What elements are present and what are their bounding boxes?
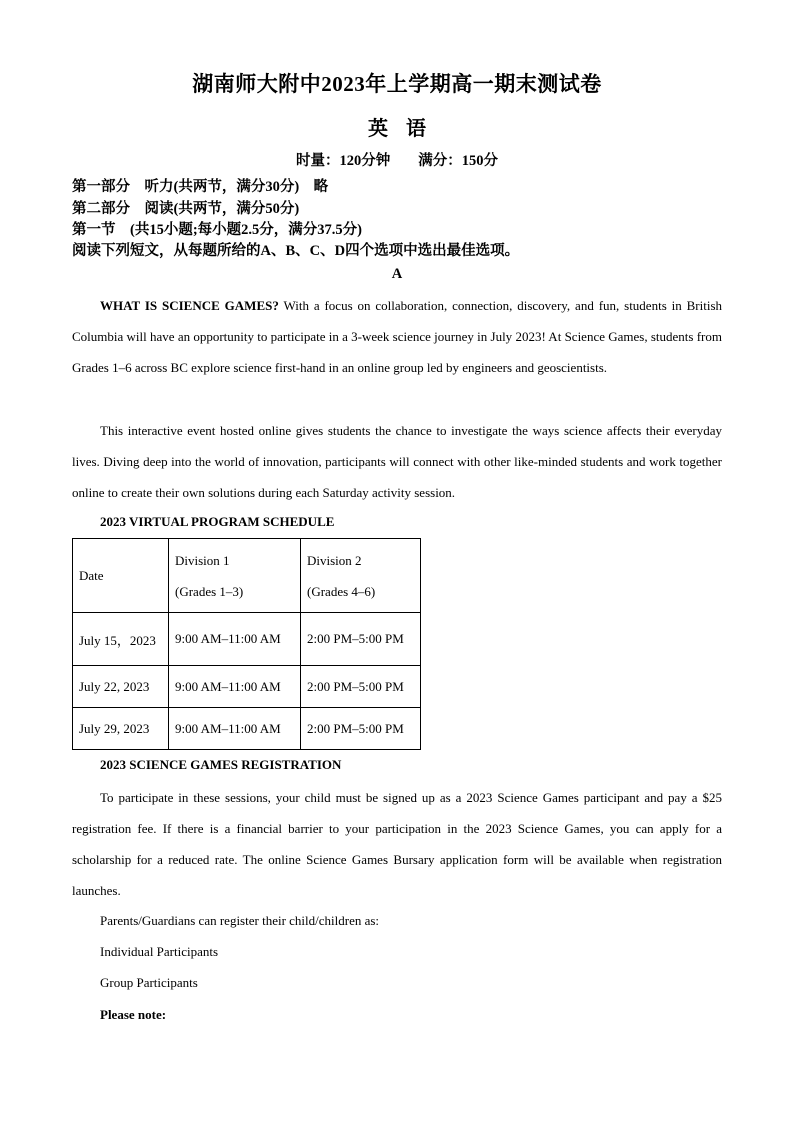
- paragraph-2: [72, 415, 722, 508]
- paragraph-1-lead: WHAT IS SCIENCE GAMES?: [100, 298, 279, 313]
- division-1-grades: (Grades 1–3): [175, 583, 244, 599]
- table-row: [73, 613, 421, 666]
- paragraph-2-text: This interactive event hosted online gives students the chance to investigate the ways science affects their everyday lives. Diving deep into the world of innovation, participants will connect with other like-minded students and work together online to create their own solutions during each Saturday activity session.: [72, 423, 722, 500]
- row-division-1-time: 9:00 AM–11:00 AM: [169, 708, 301, 750]
- registration-heading: 2023 SCIENCE GAMES REGISTRATION: [100, 757, 342, 772]
- row-division-1-time: 9:00 AM–11:00 AM: [169, 613, 301, 666]
- paragraph-3: [72, 782, 722, 906]
- section1-heading: 第一节 (共15小题;每小题2.5分，满分37.5分): [72, 222, 362, 238]
- passage-label: A: [391, 266, 403, 282]
- header-division-2: [301, 539, 421, 613]
- division-2-label: Division 2: [307, 552, 362, 568]
- register-intro: Parents/Guardians can register their child/children as:: [100, 913, 380, 928]
- paragraph-1-text: With a focus on collaboration, connection, discovery, and fun, students in British Columbia will have an opportunity to participate in a 3-week science journey in July 2023! At Science Games, students from Grades 1–6 across BC explore science first-hand in an online group led by engineers and geoscientists.: [72, 298, 722, 375]
- table-header-row: [73, 539, 421, 613]
- option-group: Group Participants: [100, 975, 198, 990]
- part1-heading: 第一部分 听力(共两节，满分30分) 略: [72, 179, 329, 195]
- header-division-1: [169, 539, 301, 613]
- note-heading: Please note:: [100, 1007, 167, 1022]
- table-row: [73, 708, 421, 750]
- instruction-line: 阅读下列短文，从每题所给的A、B、C、D四个选项中选出最佳选项。: [72, 243, 520, 259]
- row-division-2-time: 2:00 PM–5:00 PM: [301, 708, 421, 750]
- table-row: [73, 666, 421, 708]
- row-division-2-time: 2:00 PM–5:00 PM: [301, 613, 421, 666]
- exam-title: 湖南师大附中2023年上学期高一期末测试卷: [192, 72, 602, 96]
- schedule-heading: 2023 VIRTUAL PROGRAM SCHEDULE: [100, 514, 335, 529]
- paragraph-3-text: To participate in these sessions, your child must be signed up as a 2023 Science Games participant and pay a $25 registration fee. If there is a financial barrier to your participation in the 2023 Science Games, you can apply for a scholarship for a reduced rate. The online Science Games Bursary application form will be available when registration launches.: [72, 790, 722, 898]
- time-score-line: [0, 149, 794, 170]
- option-individual: Individual Participants: [100, 944, 219, 959]
- part2-heading: 第二部分 阅读(共两节，满分50分): [72, 201, 300, 217]
- row-division-1-time: 9:00 AM–11:00 AM: [169, 666, 301, 708]
- division-1-label: Division 1: [175, 552, 230, 568]
- division-2-grades: (Grades 4–6): [307, 583, 376, 599]
- subject-title: 英语: [368, 118, 444, 140]
- time-label: 时量：120分钟: [296, 153, 391, 169]
- header-date: Date: [73, 539, 169, 613]
- paragraph-1: [72, 290, 722, 383]
- row-date: July 15，2023: [73, 613, 169, 666]
- schedule-table: [72, 538, 421, 750]
- row-division-2-time: 2:00 PM–5:00 PM: [301, 666, 421, 708]
- score-label: 满分：150分: [418, 153, 498, 169]
- row-date: July 22, 2023: [73, 666, 169, 708]
- row-date: July 29, 2023: [73, 708, 169, 750]
